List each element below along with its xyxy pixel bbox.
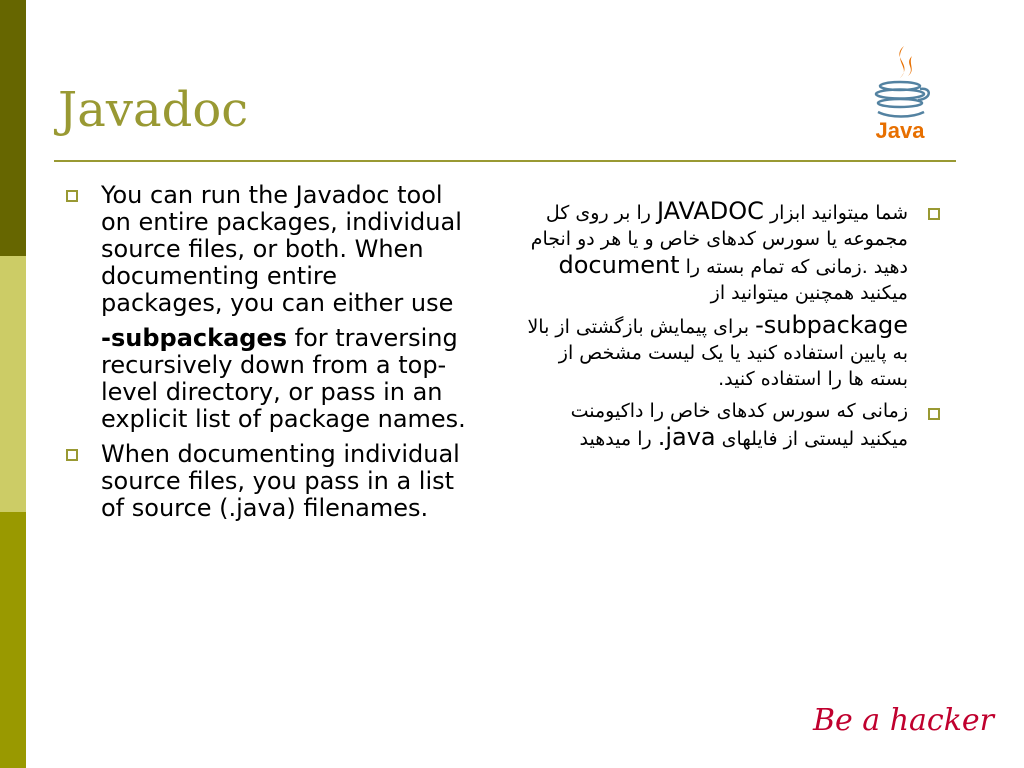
persian-bullet-item-1 <box>520 198 950 306</box>
sidebar-segment-olive <box>0 512 26 768</box>
persian-b2-text: زمانی که سورس کدهای خاص را داکیومنت میکنید لیستی از فایلهای <box>570 400 908 450</box>
sidebar-segment-light <box>0 256 26 512</box>
document-term: document <box>558 251 680 279</box>
english-content <box>66 182 466 530</box>
javadoc-term: JAVADOC <box>656 197 764 225</box>
persian-content <box>520 198 950 458</box>
bullet-item-source-files <box>66 441 466 522</box>
subpackage-term: -subpackage <box>755 311 908 339</box>
persian-b2-end: را میدهید <box>579 428 658 450</box>
square-bullet-icon <box>66 190 78 202</box>
subpackages-paragraph <box>101 325 466 433</box>
slide-title: Javadoc <box>58 82 249 138</box>
subpackages-description: for traversing recursively down from a top-level directory, or pass in an explicit list of package names. <box>101 324 466 433</box>
square-bullet-icon <box>928 208 940 220</box>
persian-bullet-item-2 <box>520 398 950 452</box>
square-bullet-icon <box>928 408 940 420</box>
footer-tagline: Be a hacker <box>812 703 994 738</box>
sidebar-stripe <box>0 0 26 768</box>
persian-b1-part2: را بر روی کل مجموعه یا سورس کدهای خاص و یا هر دو انجام دهید .زمانی که تمام بسته را <box>530 202 908 278</box>
subpackages-option: -subpackages <box>101 324 288 352</box>
persian-p2-text: برای پیمایش بازگشتی از بالا به پایین استفاده کنید یا یک لیست مشخص از بسته ها را استفاده کنید. <box>527 316 908 390</box>
square-bullet-icon <box>66 449 78 461</box>
persian-subpackage-paragraph <box>520 312 950 392</box>
sidebar-segment-dark <box>0 0 26 256</box>
title-divider <box>54 160 956 162</box>
java-logo-icon <box>860 42 940 147</box>
persian-b1-part1: شما میتوانید ابزار <box>763 202 908 224</box>
bullet2-text: When documenting individual source files, you pass in a list of source (.java) filenames. <box>101 440 460 522</box>
bullet-item-packages <box>66 182 466 433</box>
persian-b1-part3: میکنید همچنین میتوانید از <box>710 282 908 304</box>
java-ext-term: .java <box>657 423 716 451</box>
bullet1-text: You can run the Javadoc tool on entire packages, individual source files, or both. When documenting entire packages, you can either use <box>101 181 462 317</box>
java-logo-text: Java <box>875 118 925 143</box>
